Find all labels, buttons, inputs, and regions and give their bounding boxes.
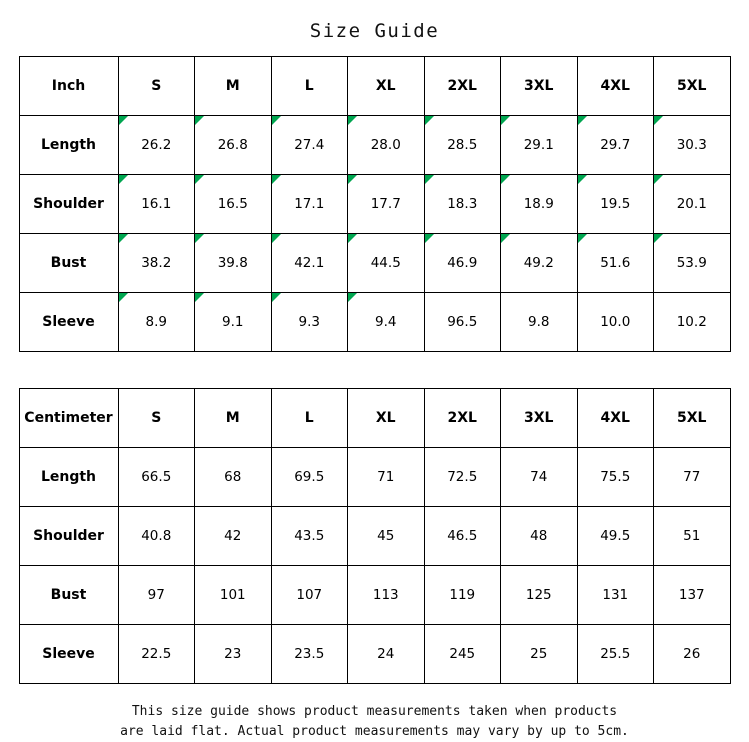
cell-shoulder-xl: 45 — [348, 507, 425, 566]
row-label-shoulder: Shoulder — [19, 507, 118, 566]
row-label-length: Length — [19, 448, 118, 507]
cell-bust-l: 42.1 — [271, 234, 348, 293]
cell-length-xl: 71 — [348, 448, 425, 507]
cell-sleeve-2xl: 96.5 — [424, 293, 501, 352]
cell-shoulder-xl: 17.7 — [348, 175, 425, 234]
column-header-xl: XL — [348, 57, 425, 116]
cell-length-3xl: 74 — [501, 448, 578, 507]
cell-shoulder-5xl: 51 — [654, 507, 731, 566]
cell-length-3xl: 29.1 — [501, 116, 578, 175]
column-header-l: L — [271, 389, 348, 448]
cell-sleeve-3xl: 9.8 — [501, 293, 578, 352]
cell-bust-xl: 44.5 — [348, 234, 425, 293]
row-label-sleeve: Sleeve — [19, 293, 118, 352]
cell-length-m: 68 — [195, 448, 272, 507]
column-header-3xl: 3XL — [501, 389, 578, 448]
cell-length-l: 27.4 — [271, 116, 348, 175]
cell-shoulder-l: 17.1 — [271, 175, 348, 234]
cell-shoulder-2xl: 46.5 — [424, 507, 501, 566]
size-table-inch — [19, 56, 731, 352]
unit-label-centimeter: Centimeter — [19, 389, 118, 448]
table-row — [19, 116, 730, 175]
cell-shoulder-s: 16.1 — [118, 175, 195, 234]
cell-sleeve-4xl: 25.5 — [577, 625, 654, 684]
cell-bust-xl: 113 — [348, 566, 425, 625]
cell-shoulder-5xl: 20.1 — [654, 175, 731, 234]
cell-sleeve-5xl: 26 — [654, 625, 731, 684]
cell-shoulder-4xl: 19.5 — [577, 175, 654, 234]
cell-bust-2xl: 46.9 — [424, 234, 501, 293]
cell-shoulder-m: 16.5 — [195, 175, 272, 234]
cell-length-5xl: 77 — [654, 448, 731, 507]
column-header-5xl: 5XL — [654, 389, 731, 448]
column-header-3xl: 3XL — [501, 57, 578, 116]
row-label-shoulder: Shoulder — [19, 175, 118, 234]
cell-bust-s: 97 — [118, 566, 195, 625]
footnote — [0, 702, 749, 742]
cell-bust-2xl: 119 — [424, 566, 501, 625]
column-header-4xl: 4XL — [577, 57, 654, 116]
unit-label-inch: Inch — [19, 57, 118, 116]
cell-length-2xl: 28.5 — [424, 116, 501, 175]
column-header-l: L — [271, 57, 348, 116]
cell-length-5xl: 30.3 — [654, 116, 731, 175]
cell-shoulder-4xl: 49.5 — [577, 507, 654, 566]
column-header-m: M — [195, 389, 272, 448]
cell-bust-l: 107 — [271, 566, 348, 625]
cell-bust-4xl: 131 — [577, 566, 654, 625]
row-label-sleeve: Sleeve — [19, 625, 118, 684]
cell-length-m: 26.8 — [195, 116, 272, 175]
cell-length-s: 66.5 — [118, 448, 195, 507]
row-label-length: Length — [19, 116, 118, 175]
footnote-line-1: This size guide shows product measurements taken when products — [131, 704, 618, 719]
size-table-centimeter — [19, 388, 731, 684]
cell-bust-5xl: 137 — [654, 566, 731, 625]
table-row — [19, 234, 730, 293]
cell-shoulder-s: 40.8 — [118, 507, 195, 566]
cell-sleeve-xl: 24 — [348, 625, 425, 684]
column-header-s: S — [118, 57, 195, 116]
cell-bust-m: 101 — [195, 566, 272, 625]
footnote-line-2: are laid flat. Actual product measurements may vary by up to 5cm. — [120, 724, 629, 740]
cell-length-2xl: 72.5 — [424, 448, 501, 507]
cell-length-xl: 28.0 — [348, 116, 425, 175]
cell-sleeve-m: 23 — [195, 625, 272, 684]
cell-length-4xl: 29.7 — [577, 116, 654, 175]
row-label-bust: Bust — [19, 566, 118, 625]
cell-sleeve-xl: 9.4 — [348, 293, 425, 352]
table-separator — [0, 352, 749, 388]
cell-bust-5xl: 53.9 — [654, 234, 731, 293]
cell-bust-s: 38.2 — [118, 234, 195, 293]
cell-sleeve-s: 8.9 — [118, 293, 195, 352]
column-header-2xl: 2XL — [424, 57, 501, 116]
cell-bust-4xl: 51.6 — [577, 234, 654, 293]
page-title: Size Guide — [309, 20, 440, 42]
column-header-m: M — [195, 57, 272, 116]
cell-length-s: 26.2 — [118, 116, 195, 175]
cell-length-4xl: 75.5 — [577, 448, 654, 507]
cell-sleeve-5xl: 10.2 — [654, 293, 731, 352]
cell-shoulder-3xl: 18.9 — [501, 175, 578, 234]
cell-shoulder-2xl: 18.3 — [424, 175, 501, 234]
table-header-row — [19, 57, 730, 116]
cell-shoulder-l: 43.5 — [271, 507, 348, 566]
column-header-5xl: 5XL — [654, 57, 731, 116]
cell-bust-3xl: 49.2 — [501, 234, 578, 293]
cell-sleeve-4xl: 10.0 — [577, 293, 654, 352]
cell-length-l: 69.5 — [271, 448, 348, 507]
cell-sleeve-2xl: 245 — [424, 625, 501, 684]
table-row — [19, 507, 730, 566]
cell-bust-3xl: 125 — [501, 566, 578, 625]
table-row — [19, 566, 730, 625]
table-row — [19, 448, 730, 507]
cell-sleeve-3xl: 25 — [501, 625, 578, 684]
table-row — [19, 175, 730, 234]
cell-sleeve-m: 9.1 — [195, 293, 272, 352]
column-header-2xl: 2XL — [424, 389, 501, 448]
row-label-bust: Bust — [19, 234, 118, 293]
column-header-s: S — [118, 389, 195, 448]
cell-shoulder-3xl: 48 — [501, 507, 578, 566]
cell-bust-m: 39.8 — [195, 234, 272, 293]
cell-sleeve-l: 23.5 — [271, 625, 348, 684]
table-row — [19, 293, 730, 352]
column-header-4xl: 4XL — [577, 389, 654, 448]
cell-sleeve-l: 9.3 — [271, 293, 348, 352]
cell-shoulder-m: 42 — [195, 507, 272, 566]
cell-sleeve-s: 22.5 — [118, 625, 195, 684]
table-row — [19, 625, 730, 684]
table-header-row — [19, 389, 730, 448]
column-header-xl: XL — [348, 389, 425, 448]
